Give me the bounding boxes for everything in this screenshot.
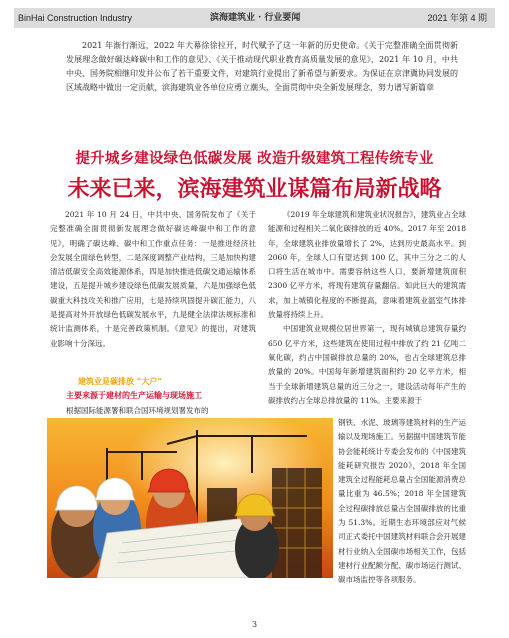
left-column-tail: 根据国际能源署和联合国环境规划署发布的 <box>66 406 209 415</box>
article-title: 未来已来，滨海建筑业谋篇布局新战略 <box>67 176 442 202</box>
right-column-paragraph-3: 钢铁、水泥、玻璃等建筑材料的生产运输以及现场施工。另据据中国建筑节能协会能耗统计专委会发布的《中国建筑能耗研究报告 2020》，2018 年全国建筑全过程能耗总量占全国能源消费总量比重为 46.5%；2018 年全国建筑全过程碳排放总量占全国碳排放的比重为 51.3%。近期生态环境部应对气候司正式委托中国建筑材料联合会开展建材行业纳入全国碳市场相关工作，包括建材行业配额分配、碳市场运行测试、碳市场监控等各项服务。 <box>338 418 466 585</box>
left-column <box>50 208 256 351</box>
right-column-continued <box>338 416 466 588</box>
left-column-paragraph: 2021 年 10 月 24 日，中共中央、国务院发布了《关于完整准确全面贯彻新发展理念做好碳达峰碳中和工作的意见》，明确了碳达峰、碳中和工作重点任务：一是推进经济社会发展全面绿色转型，二是深度调整产业结构，三是加快构建清洁低碳安全高效能源体系，四是加快推进低碳交通运输体系建设，五是提升城乡建设绿色低碳发展质量，六是加强绿色低碳重大科技攻关和推广应用，七是持续巩固提升碳汇能力，八是提高对外开放绿色低碳发展水平，九是健全法律法规标准和统计监测体系，十是完善政策机制。《意见》的提出，对建筑业影响十分深远。 <box>50 210 256 348</box>
right-column-paragraph-2: 中国建筑业规模位居世界第一，现有城镇总建筑存量约 650 亿平方米，这些建筑在使用过程中排放了约 21 亿吨二氧化碳，约占中国碳排放总量的 20%，也占全球建筑总排放量的 20%。中国每年新增建筑面积约 20 亿平方米，相当于全球新增建筑总量的近三分之一，建设活动每年产生的碳排放约占全球总排放量的 11%。主要来源于 <box>268 324 466 405</box>
page-number: 3 <box>251 620 258 629</box>
construction-photo <box>47 418 333 578</box>
page-header <box>14 8 495 28</box>
right-column <box>268 208 466 408</box>
article-subtitle: 提升城乡建设绿色低碳发展 改造升级建筑工程传统专业 <box>75 150 434 167</box>
highlight-heading-red: 主要来源于建材的生产运输与现场施工 <box>66 390 202 400</box>
intro-paragraph: 2021 年渐行渐远，2022 年大幕徐徐拉开，时代赋予了这一年新的历史使命。《关于完整准确全面贯彻新发展理念做好碳达峰碳中和工作的意见》、《关于推动现代职业教育高质量发展的意见》，2021 年 10 月，中共中央、国务院相继印发并公布了若干重要文件，对建筑行业提出了新希望与新要求。为保证在京津冀协同发展的区域战略中做出一定贡献，滨海建筑业各单位应勇立潮头，全面贯彻中央全新发展理念，努力谱写新篇章 <box>66 41 458 92</box>
header-issue-number: 2021 年第 4 期 <box>427 13 487 23</box>
right-column-paragraph-1: 《2019 年全球建筑和建筑业状况报告》，建筑业占全球能源和过程相关二氧化碳排放的近 40%。2017 年至 2018 年，全球建筑业排放量增长了 2%，达到历史最高水平。到 2060 年，全球人口有望达到 100 亿，其中三分之二的人口将生活在城市中。需要容纳这些人口，要新增建筑面积 2300 亿平方米，将现有建筑存量翻倍。如此巨大的建筑需求，加上城镇化程度的不断提高，意味着建筑业温室气体排放量将持续上升。 <box>268 210 466 320</box>
header-journal-name: BinHai Construction Industry <box>18 13 133 23</box>
highlight-heading-yellow: 建筑业是碳排放 “大户” <box>78 376 162 386</box>
header-section-title: 滨海建筑业 · 行业要闻 <box>210 13 301 23</box>
